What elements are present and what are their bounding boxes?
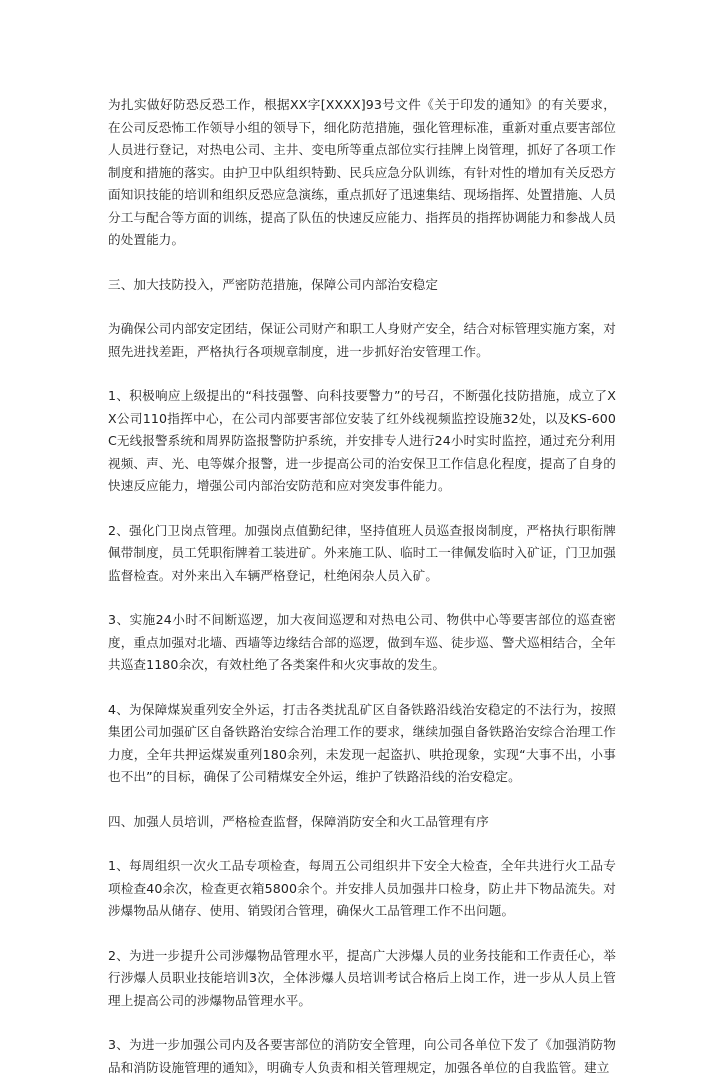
paragraph-security-intro: 为确保公司内部安定团结，保证公司财产和职工人身财产安全，结合对标管理实施方案，对照先进找差距，严格执行各项规章制度，进一步抓好治安管理工作。	[108, 321, 616, 359]
paragraph-anti-terror: 为扎实做好防恐反恐工作，根据XX字[XXXX]93号文件《关于印发的通知》的有关要求，在公司反恐怖工作领导小组的领导下，细化防范措施，强化管理标准，重新对重点要害部位人员进行登记，对热电公司、主井、变电所等重点部位实行挂牌上岗管理，抓好了各项工作制度和措施的落实。由护卫中队组织特勤、民兵应急分队训练，有针对性的增加有关反恐方面知识技能的培训和组织反恐应急演练，重点抓好了迅速集结、现场指挥、处置措施、人员分工与配合等方面的训练，提高了队伍的快速反应能力、指挥员的指挥协调能力和参战人员的处置能力。	[108, 97, 616, 247]
section-heading-4: 四、加强人员培训，严格检查监督，保障消防安全和火工品管理有序	[108, 813, 489, 829]
paragraph-item-2-gate: 2、强化门卫岗点管理。加强岗点值勤纪律，坚持值班人员巡查报岗制度，严格执行职衔牌佩带制度，员工凭职衔牌着工装进矿。外来施工队、临时工一律佩发临时入矿证，门卫加强监督检查。对外来出入车辆严格登记，杜绝闲杂人员入矿。	[108, 522, 616, 583]
paragraph-item-3-patrol: 3、实施24小时不间断巡逻，加大夜间巡逻和对热电公司、物供中心等要害部位的巡查密度，重点加强对北墙、西墙等边缘结合部的巡逻，做到车巡、徒步巡、警犬巡相结合，全年共巡查1180余次，有效杜绝了各类案件和火灾事故的发生。	[108, 612, 616, 672]
paragraph-item-1-inspection: 1、每周组织一次火工品专项检查，每周五公司组织井下安全大检查，全年共进行火工品专项检查40余次，检查更衣箱5800余个。并安排人员加强井口检身，防止井下物品流失。对涉爆物品从储存、使用、销毁闭合管理，确保火工品管理工作不出问题。	[108, 858, 616, 918]
paragraph-item-2-training: 2、为进一步提升公司涉爆物品管理水平，提高广大涉爆人员的业务技能和工作责任心，举行涉爆人员职业技能培训3次，全体涉爆人员培训考试合格后上岗工作，进一步从人员上管理上提高公司的涉爆物品管理水平。	[108, 947, 616, 1008]
paragraph-item-3-fire: 3、为进一步加强公司内及各要害部位的消防安全管理，向公司各单位下发了《加强消防物品和消防设施管理的通知》，明确专人负责和相关管理规定，加强各单位的自我监管。建立	[108, 1037, 616, 1075]
section-heading-3: 三、加大技防投入，严密防范措施，保障公司内部治安稳定	[108, 276, 439, 292]
paragraph-item-4-railway: 4、为保障煤炭重列安全外运，打击各类扰乱矿区自备铁路沿线治安稳定的不法行为，按照集团公司加强矿区自备铁路治安综合治理工作的要求，继续加强自备铁路治安综合治理工作力度，全年共押运煤炭重列180余列，未发现一起盗扒、哄抢现象，实现“大事不出，小事也不出”的目标，确保了公司精煤安全外运，维护了铁路沿线的治安稳定。	[108, 701, 616, 784]
paragraph-item-1-tech: 1、积极响应上级提出的“科技强警、向科技要警力”的号召，不断强化技防措施，成立了XX公司110指挥中心，在公司内部要害部位安装了红外线视频监控设施32处，以及KS-600C无线报警系统和周界防盗报警防护系统，并安排专人进行24小时实时监控，通过充分利用视频、声、光、电等媒介报警，进一步提高公司的治安保卫工作信息化程度，提高了自身的快速反应能力，增强公司内部治安防范和应对突发事件能力。	[108, 388, 616, 493]
